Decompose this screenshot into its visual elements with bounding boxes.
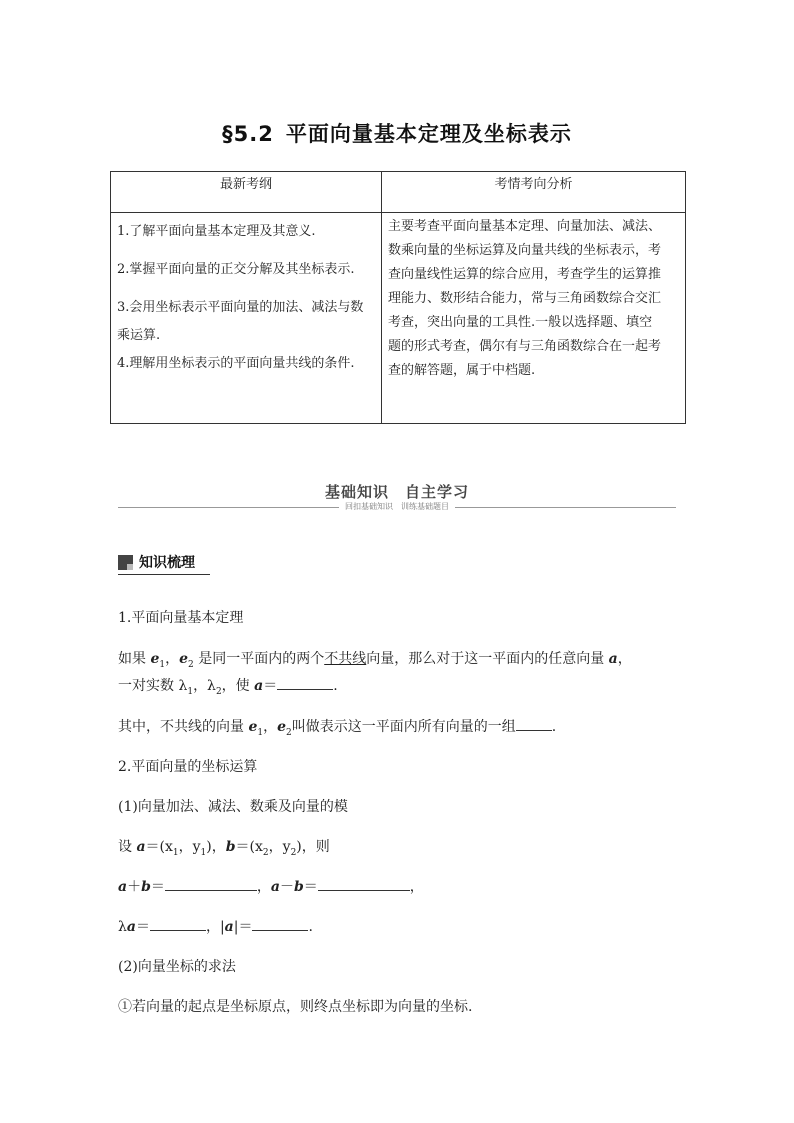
text: 一对实数 λ — [118, 678, 188, 694]
subscript: 1 — [200, 847, 207, 858]
heading-basic-theorem: 1.平面向量基本定理 — [118, 610, 244, 626]
title-text: 平面向量基本定理及坐标表示 — [285, 122, 572, 146]
analysis-line: 主要考查平面向量基本定理、向量加法、减法、 — [388, 219, 662, 234]
subscript: 1 — [257, 727, 264, 738]
text: . — [551, 719, 557, 735]
text: 向量，那么对于这一平面内的任意向量 — [366, 651, 609, 667]
square-bullet-icon — [118, 555, 133, 570]
subscript: 2 — [215, 686, 222, 697]
banner — [0, 481, 794, 502]
syllabus-item: 4.理解用坐标表示的平面向量共线的条件. — [117, 356, 355, 371]
text: ，| — [205, 919, 225, 935]
vector-a: a — [224, 919, 234, 935]
vector-b: b — [225, 839, 236, 855]
text: 是同一平面内的两个 — [193, 651, 325, 667]
fill-blank — [277, 675, 333, 690]
method-item-1: ①若向量的起点是坐标原点，则终点坐标即为向量的坐标. — [118, 999, 473, 1015]
subscript: 2 — [262, 847, 269, 858]
subheading-ops: (1)向量加法、减法、数乘及向量的模 — [118, 799, 348, 815]
subscript: 2 — [286, 727, 292, 738]
section-heading — [118, 552, 195, 572]
section-underline — [118, 574, 210, 575]
subheading-coordinate-method: (2)向量坐标的求法 — [118, 959, 236, 975]
banner-subtitle: 回扣基础知识 训练基础题目 — [339, 502, 455, 511]
fill-blank — [516, 716, 552, 731]
text: ＝(x — [145, 839, 173, 855]
text: ， — [409, 879, 424, 895]
subscript: 1 — [172, 847, 179, 858]
vector-a: a — [126, 919, 136, 935]
text: . — [308, 919, 313, 935]
fill-blank — [150, 916, 206, 931]
underlined-term: 不共线 — [324, 651, 367, 667]
vector-e1: e — [248, 719, 258, 735]
header-latest-syllabus: 最新考纲 — [111, 172, 382, 213]
text: ， — [256, 879, 271, 895]
basis-line — [118, 716, 556, 738]
text: ，λ — [193, 678, 216, 694]
vector-a: a — [270, 879, 280, 895]
text: ＝(x — [235, 839, 263, 855]
vector-a: a — [136, 839, 146, 855]
subscript: 1 — [159, 659, 166, 670]
text: λ — [118, 919, 127, 935]
text: ＝ — [263, 678, 278, 694]
text: |＝ — [233, 919, 253, 935]
text: ，y — [178, 839, 201, 855]
header-exam-analysis: 考情考向分析 — [382, 172, 686, 213]
analysis-line: 数乘向量的坐标运算及向量共线的坐标表示，考 — [388, 243, 662, 258]
vector-e2: e — [179, 651, 189, 667]
analysis-line: 题的形式考查，偶尔有与三角函数综合在一起考 — [388, 339, 662, 354]
scalar-mod-line — [118, 916, 313, 936]
vector-b: b — [141, 879, 151, 895]
banner-title: 基础知识 自主学习 — [324, 483, 469, 501]
text: 如果 — [118, 651, 151, 667]
vector-b: b — [293, 879, 304, 895]
analysis-line: 查的解答题，属于中档题. — [388, 363, 536, 378]
vector-a: a — [254, 678, 264, 694]
subscript: 2 — [290, 847, 297, 858]
text: ＝ — [303, 879, 318, 895]
syllabus-items — [111, 213, 382, 424]
heading-coordinate-ops: 2.平面向量的坐标运算 — [118, 759, 258, 775]
text: ，y — [268, 839, 291, 855]
text: . — [333, 678, 338, 694]
text: － — [279, 879, 294, 895]
vector-a: a — [118, 879, 128, 895]
theorem-line-1 — [118, 648, 632, 670]
text: 其中，不共线的向量 — [118, 719, 249, 735]
fill-blank — [252, 916, 308, 931]
text: ，使 — [221, 678, 255, 694]
banner-subtitle-wrap — [0, 501, 794, 512]
analysis-text — [382, 213, 686, 424]
section-title: 知识梳理 — [139, 555, 195, 571]
vector-e1: e — [150, 651, 160, 667]
theorem-line-2 — [118, 675, 338, 697]
fill-blank — [318, 876, 410, 891]
text: 叫做表示这一平面内所有向量的一组 — [291, 719, 516, 735]
text: ＝ — [135, 919, 150, 935]
page-title — [0, 118, 794, 148]
text: ， — [263, 719, 278, 735]
text: ＝ — [150, 879, 165, 895]
syllabus-item: 1.了解平面向量基本定理及其意义. — [117, 224, 316, 239]
analysis-line: 查向量线性运算的综合应用，考查学生的运算推 — [388, 267, 662, 282]
vector-e2: e — [277, 719, 287, 735]
text: ， — [165, 651, 180, 667]
outline-table — [110, 171, 686, 424]
analysis-line: 考查，突出向量的工具性.一般以选择题、填空 — [388, 315, 653, 330]
subscript: 1 — [187, 686, 194, 697]
syllabus-item: 2.掌握平面向量的正交分解及其坐标表示. — [117, 262, 355, 277]
text: )， — [206, 839, 226, 855]
sum-diff-line — [118, 876, 424, 896]
section-number: §5.2 — [222, 122, 274, 146]
syllabus-item: 乘运算. — [117, 328, 161, 343]
subscript: 2 — [188, 659, 194, 670]
text: )，则 — [296, 839, 330, 855]
text: ， — [617, 651, 632, 667]
syllabus-item: 3.会用坐标表示平面向量的加法、减法与数 — [117, 300, 364, 315]
vector-a: a — [608, 651, 618, 667]
text: ＋ — [127, 879, 142, 895]
text: 设 — [118, 839, 137, 855]
set-vectors-line — [118, 836, 330, 858]
fill-blank — [165, 876, 257, 891]
analysis-line: 理能力、数形结合能力，常与三角函数综合交汇 — [388, 291, 662, 306]
